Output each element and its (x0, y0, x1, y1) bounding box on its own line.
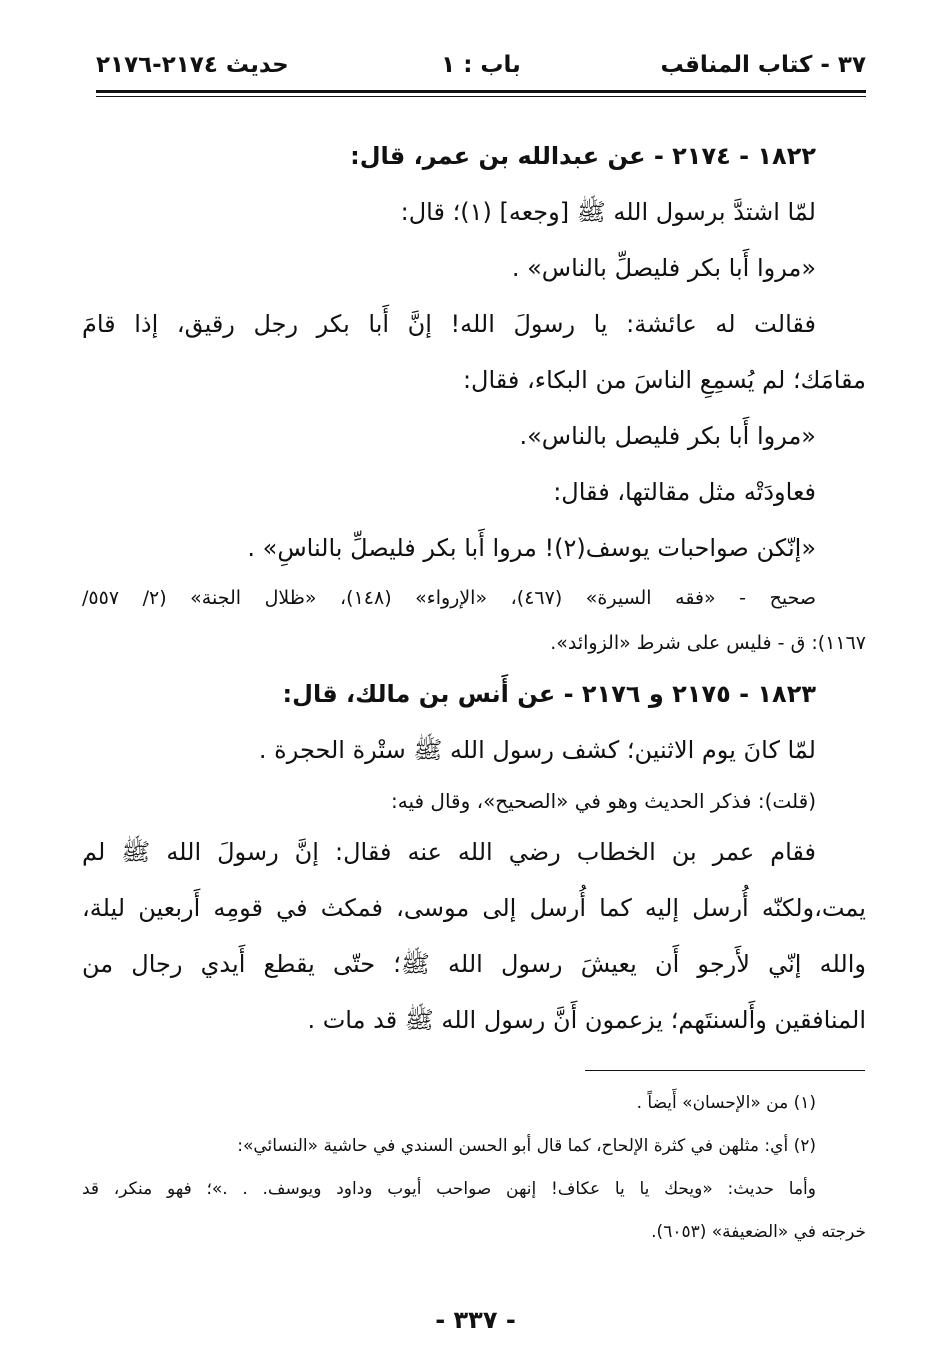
hadith-range: حديث ٢١٧٤-٢١٧٦ (96, 52, 289, 78)
text-line: يمت،ولكنّه أُرسل إليه كما أُرسل إلى موسى، فمكث في قومِه أَربعين ليلة، (82, 894, 866, 922)
text-line: والله إنّي لأَرجو أَن يعيشَ رسول الله ﷺ؛ حتّى يقطع أَيدي رجال من (82, 950, 866, 978)
text-line: فقام عمر بن الخطاب رضي الله عنه فقال: إنَّ رسولَ الله ﷺ لم (82, 838, 816, 866)
text-line: ١٨٢٢ - ٢١٧٤ - عن عبدالله بن عمر، قال: (350, 142, 816, 170)
footnote-line: (١) من «الإحسان» أَيضاً . (636, 1093, 816, 1113)
text-line: «إنّكن صواحبات يوسف(٢)! مروا أَبا بكر فليصلِّ بالناسِ» . (247, 534, 816, 562)
text-line: لمّا اشتدَّ برسول الله ﷺ [وجعه] (١)؛ قال: (400, 198, 816, 226)
page-number: - ٣٣٧ - (435, 1306, 516, 1334)
text-line: المنافقين وأَلسنتَهم؛ يزعمون أَنَّ رسول الله ﷺ قد مات . (307, 1006, 866, 1034)
text-line: فعاودَتْه مثل مقالتها، فقال: (553, 478, 816, 506)
text-line: ١٨٢٣ - ٢١٧٥ و ٢١٧٦ - عن أَنس بن مالك، قال: (282, 680, 816, 708)
chapter-label: باب : ١ (441, 52, 521, 78)
text-line: «مروا أَبا بكر فليصلِّ بالناس» . (511, 254, 816, 282)
footnote-line: خرجته في «الضعيفة» (٦٠٥٣). (651, 1222, 866, 1242)
book-title: ٣٧ - كتاب المناقب (660, 52, 866, 78)
text-line: (قلت): فذكر الحديث وهو في «الصحيح»، وقال فيه: (391, 789, 816, 813)
text-line: لمّا كانَ يوم الاثنين؛ كشف رسول الله ﷺ ستْرة الحجرة . (258, 736, 816, 764)
footnote-line: وأما حديث: «ويحك يا يا عكاف! إنهن صواحب أيوب وداود ويوسف. . .»؛ فهو منكر، قد (82, 1179, 816, 1199)
text-line: «مروا أَبا بكر فليصل بالناس». (519, 422, 816, 450)
header-rule-thick (96, 90, 866, 93)
text-line: صحيح - «فقه السيرة» (٤٦٧)، «الإرواء» (١٤٨)، «ظلال الجنة» (٢/ ٥٥٧/ (82, 587, 816, 609)
footnote-line: (٢) أي: مثلهن في كثرة الإلحاح، كما قال أبو الحسن السندي في حاشية «النسائي»: (237, 1136, 816, 1156)
footnotes (82, 1082, 866, 1254)
text-line: ١١٦٧): ق - فليس على شرط «الزوائد». (550, 632, 866, 654)
footnote-separator (585, 1070, 865, 1071)
running-header (96, 52, 866, 88)
text-line: فقالت له عائشة: يا رسولَ الله! إنَّ أَبا بكر رجل رقيق، إذا قامَ (82, 310, 816, 338)
main-text (82, 128, 866, 1048)
header-rule-thin (96, 96, 866, 97)
text-line: مقامَك؛ لم يُسمِعِ الناسَ من البكاء، فقال: (462, 366, 866, 394)
